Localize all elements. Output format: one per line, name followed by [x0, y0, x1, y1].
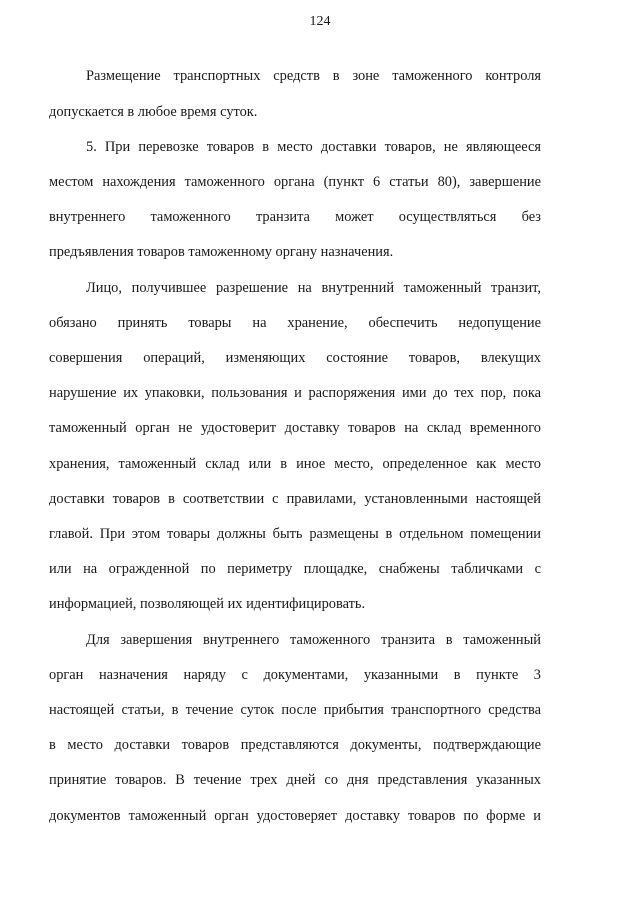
text-line: обязано принять товары на хранение, обеспечить недопущение — [49, 315, 541, 331]
text-line: Для завершения внутреннего таможенного транзита в таможенный — [86, 632, 541, 648]
text-line: предъявления товаров таможенному органу назначения. — [49, 244, 394, 260]
text-line: местом нахождения таможенного органа (пункт 6 статьи 80), завершение — [49, 174, 541, 190]
text-line: 5. При перевозке товаров в место доставки товаров, не являющееся — [86, 139, 541, 155]
text-line: принятие товаров. В течение трех дней со дня представления указанных — [49, 772, 541, 788]
text-line: информацией, позволяющей их идентифицировать. — [49, 596, 366, 612]
text-line: хранения, таможенный склад или в иное место, определенное как место — [49, 456, 541, 472]
text-line: орган назначения наряду с документами, указанными в пункте 3 — [49, 667, 541, 683]
text-line: документов таможенный орган удостоверяет доставку товаров по форме и — [49, 808, 541, 824]
text-line: допускается в любое время суток. — [49, 104, 258, 120]
text-line: совершения операций, изменяющих состояние товаров, влекущих — [49, 350, 541, 366]
text-line: таможенный орган не удостоверит доставку товаров на склад временного — [49, 420, 541, 436]
text-line: или на огражденной по периметру площадке, снабжены табличками с — [49, 561, 541, 577]
text-line: нарушение их упаковки, пользования и распоряжения ими до тех пор, пока — [49, 385, 541, 401]
text-line: Размещение транспортных средств в зоне таможенного контроля — [86, 68, 541, 84]
text-line: доставки товаров в соответствии с правилами, установленными настоящей — [49, 491, 541, 507]
page-number: 124 — [309, 14, 331, 29]
text-line: настоящей статьи, в течение суток после прибытия транспортного средства — [49, 702, 541, 718]
text-line: внутреннего таможенного транзита может осуществляться без — [49, 209, 541, 225]
text-line: Лицо, получившее разрешение на внутренний таможенный транзит, — [86, 280, 541, 296]
text-line: в место доставки товаров представляются документы, подтверждающие — [49, 737, 541, 753]
text-line: главой. При этом товары должны быть размещены в отдельном помещении — [49, 526, 541, 542]
